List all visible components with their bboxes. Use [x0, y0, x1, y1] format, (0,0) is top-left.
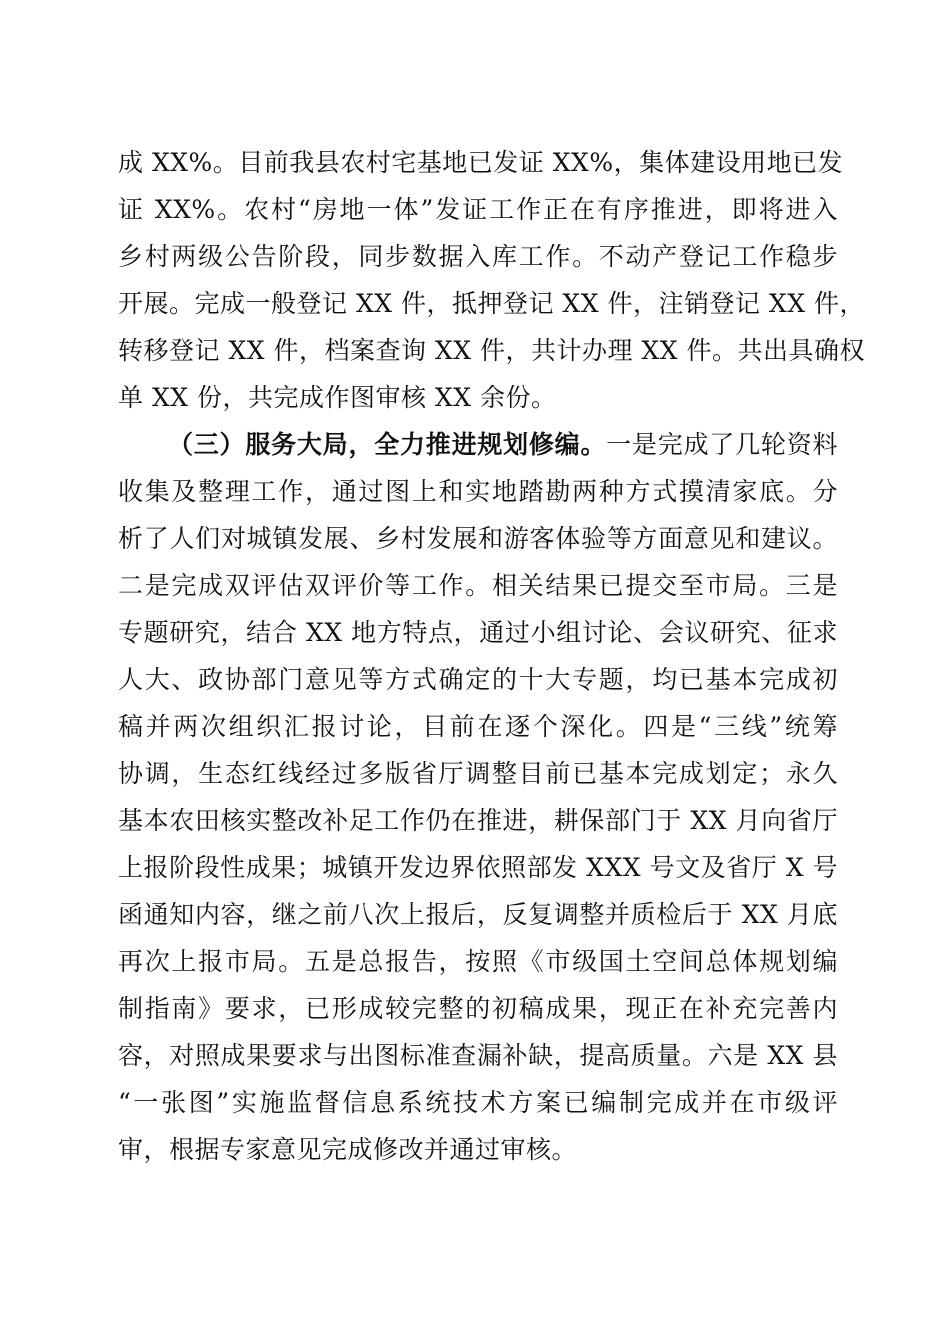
paragraph2-line-10: 上报阶段性成果；城镇开发边界依照部发 XXX 号文及省厅 X 号	[118, 853, 838, 882]
paragraph2-line-8: 协调，生态红线经过多版省厅调整目前已基本完成划定；永久	[118, 759, 838, 788]
paragraph1-line-5: 转移登记 XX 件，档案查询 XX 件，共计办理 XX 件。共出具确权	[118, 336, 865, 365]
paragraph1-line-2: 证 XX%。农村“房地一体”发证工作正在有序推进，即将进入	[118, 195, 838, 224]
paragraph2-line-2: 收集及整理工作，通过图上和实地踏勘两种方式摸清家底。分	[118, 477, 838, 506]
paragraph2-line-14: 容，对照成果要求与出图标准查漏补缺，提高质量。六是 XX 县	[118, 1041, 838, 1070]
paragraph1-line-1: 成 XX%。目前我县农村宅基地已发证 XX%，集体建设用地已发	[118, 148, 844, 177]
paragraph2-line-7: 稿并两次组织汇报讨论，目前在逐个深化。四是“三线”统筹	[118, 712, 838, 741]
paragraph1-line-6: 单 XX 份，共完成作图审核 XX 余份。	[118, 383, 557, 412]
paragraph2-line-5: 专题研究，结合 XX 地方特点，通过小组讨论、会议研究、征求	[118, 618, 838, 647]
paragraph2-line-11: 函通知内容，继之前八次上报后，反复调整并质检后于 XX 月底	[118, 900, 838, 929]
paragraph2-line-3: 析了人们对城镇发展、乡村发展和游客体验等方面意见和建议。	[118, 524, 838, 553]
section-heading: （三）服务大局，全力推进规划修编。	[168, 430, 607, 459]
paragraph2-line-13: 制指南》要求，已形成较完整的初稿成果，现正在补充完善内	[118, 994, 838, 1023]
paragraph2-line-4: 二是完成双评估双评价等工作。相关结果已提交至市局。三是	[118, 571, 838, 600]
paragraph2-line-6: 人大、政协部门意见等方式确定的十大专题，均已基本完成初	[118, 665, 838, 694]
paragraph1-line-4: 开展。完成一般登记 XX 件，抵押登记 XX 件，注销登记 XX 件，	[118, 289, 865, 318]
paragraph2-line-16: 审，根据专家意见完成修改并通过审核。	[118, 1135, 578, 1164]
paragraph2-line-12: 再次上报市局。五是总报告，按照《市级国土空间总体规划编	[118, 947, 838, 976]
paragraph2-line-1	[168, 425, 838, 465]
paragraph2-line-1-text: 一是完成了几轮资料	[606, 430, 838, 459]
paragraph2-line-9: 基本农田核实整改补足工作仍在推进，耕保部门于 XX 月向省厅	[118, 806, 838, 835]
paragraph1-line-3: 乡村两级公告阶段，同步数据入库工作。不动产登记工作稳步	[118, 242, 838, 271]
paragraph2-line-15: “一张图”实施监督信息系统技术方案已编制完成并在市级评	[118, 1088, 838, 1117]
